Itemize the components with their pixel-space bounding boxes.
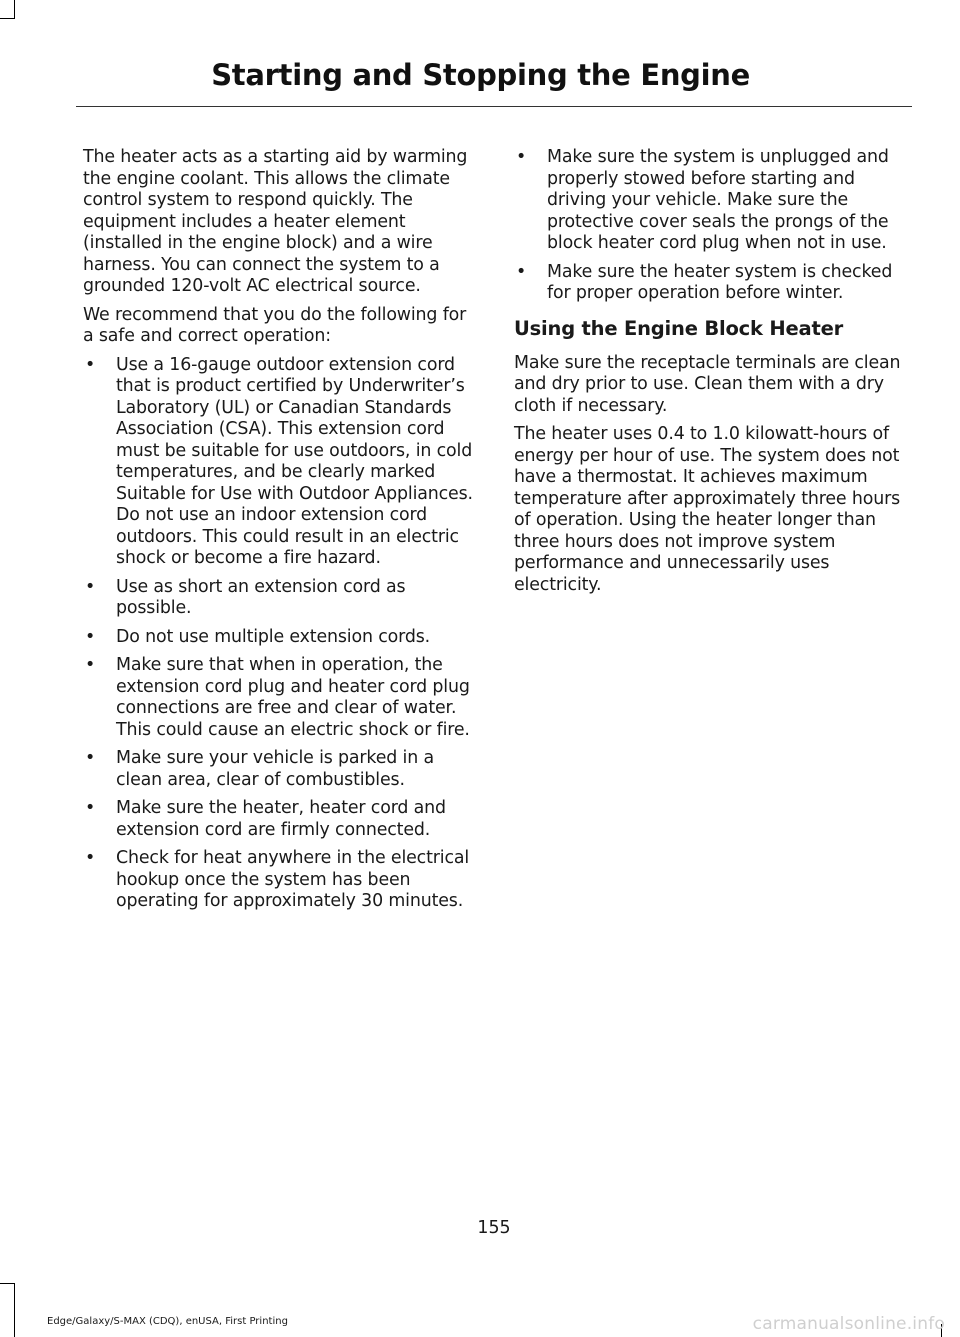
bullet-glyph: • xyxy=(85,848,96,868)
right-column xyxy=(514,147,914,603)
section-heading: Using the Engine Block Heater xyxy=(514,316,844,340)
list-item-text: Check for heat anywhere in the electrical hookup once the system has been operating for approximately 30 minutes. xyxy=(116,848,470,911)
crop-mark-bottom-left xyxy=(14,1283,15,1337)
continued-list xyxy=(514,147,914,305)
list-item xyxy=(83,655,479,741)
list-item-text: Use as short an extension cord as possible. xyxy=(116,576,406,618)
list-item xyxy=(83,355,479,570)
left-column xyxy=(83,147,479,920)
receptacle-paragraph: Make sure the receptacle terminals are clean and dry prior to use. Clean them with a dry cloth if necessary. xyxy=(514,352,901,416)
header-rule xyxy=(76,106,912,107)
bullet-glyph: • xyxy=(516,261,527,282)
intro-paragraph: The heater acts as a starting aid by warming the engine coolant. This allows the climate control system to respond quickly. The equipment includes a heater element (installed in the engine block) and a wire harness. You can connect the system to a grounded 120-volt AC electrical source. xyxy=(83,147,468,296)
list-item xyxy=(83,577,479,620)
bullet-glyph: • xyxy=(85,354,96,375)
list-item xyxy=(83,798,479,841)
list-item-text: Make sure your vehicle is parked in a clean area, clear of combustibles. xyxy=(116,748,434,790)
list-item-text: Make sure the heater system is checked for proper operation before winter. xyxy=(547,261,893,303)
crop-mark-top-left-h xyxy=(0,18,15,19)
list-item xyxy=(83,848,479,913)
list-item-text: Make sure the heater, heater cord and extension cord are firmly connected. xyxy=(116,798,446,840)
list-item xyxy=(514,147,914,255)
crop-mark-bottom-left-h xyxy=(0,1283,15,1284)
bullet-glyph: • xyxy=(85,626,96,647)
bullet-glyph: • xyxy=(85,798,96,818)
energy-paragraph: The heater uses 0.4 to 1.0 kilowatt-hours of energy per hour of use. The system does not have a thermostat. It achieves maximum temperature after approximately three hours of operation. Using the heater longer than three hours does not improve system performance and unnecessarily uses electricity. xyxy=(514,424,900,595)
bullet-glyph: • xyxy=(516,147,527,167)
list-item-text: Make sure that when in operation, the extension cord plug and heater cord plug connections are free and clear of water. This could cause an electric shock or fire. xyxy=(116,655,470,740)
page-number: 155 xyxy=(477,1218,511,1238)
list-item-text: Make sure the system is unplugged and properly stowed before starting and driving your vehicle. Make sure the protective cover seals the prongs of the block heater cord plug when not in use. xyxy=(547,147,889,253)
page-title: Starting and Stopping the Engine xyxy=(211,58,750,92)
watermark: carmanualsonline.info xyxy=(752,1314,945,1334)
bullet-glyph: • xyxy=(85,655,96,675)
footer-text: Edge/Galaxy/S-MAX (CDQ), enUSA, First Printing xyxy=(47,1316,288,1327)
list-item xyxy=(83,748,479,791)
bullet-glyph: • xyxy=(85,576,96,597)
list-item-text: Use a 16-gauge outdoor extension cord that is product certified by Underwriter’s Laboratory (UL) or Canadian Standards Association (CSA). This extension cord must be suitable for use outdoors, in cold temperatures, and be clearly marked Suitable for Use with Outdoor Appliances. Do not use an indoor extension cord outdoors. This could result in an electric shock or become a fire hazard. xyxy=(116,354,473,568)
crop-mark-top-left xyxy=(14,0,15,18)
list-item-text: Do not use multiple extension cords. xyxy=(116,626,430,647)
recommend-paragraph: We recommend that you do the following for a safe and correct operation: xyxy=(83,304,467,346)
recommendation-list xyxy=(83,355,479,913)
list-item xyxy=(83,627,479,649)
list-item xyxy=(514,262,914,305)
bullet-glyph: • xyxy=(85,748,96,768)
